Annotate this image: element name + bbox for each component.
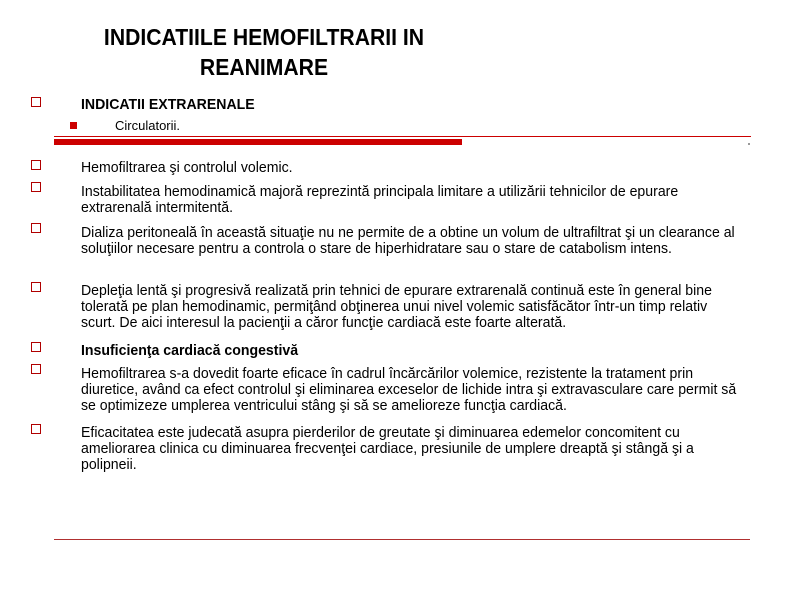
square-bullet-icon [31,364,41,374]
list-item: Hemofiltrarea s-a dovedit foarte eficace în cadrul încărcărilor volemice, rezistente la tratament prin diuretice, având ca efect controlul şi eliminarea exceselor de lichide intra şi extravasculare care permit să se optimizeze umplerea ventricului stâng şi să se amelioreze funcţia cardiacă. [81,365,737,414]
square-bullet-icon [31,182,41,192]
divider-bar-thick [54,139,462,145]
filled-square-bullet-icon [70,122,77,129]
square-bullet-icon [31,160,41,170]
square-bullet-icon [31,223,41,233]
list-item-heading: Insuficienţa cardiacă congestivă [81,342,299,359]
square-bullet-icon [31,342,41,352]
square-bullet-icon [31,424,41,434]
divider-dot [748,143,750,145]
divider-line-top [54,136,751,137]
list-item: Instabilitatea hemodinamică majoră reprezintă principala limitare a utilizării tehnicilor de epurare extrarenală intermitentă. [81,183,679,216]
list-item: Dializa peritoneală în această situaţie nu ne permite de a obtine un volum de ultrafiltrat şi un clearance al soluţiilor necesare pentru a controla o stare de hiperhidratare sau o stare de catabolism intens. [81,224,735,257]
slide-title-line-2: REANIMARE [199,54,329,80]
square-bullet-icon [31,97,41,107]
list-item: Hemofiltrarea şi controlul volemic. [81,159,293,176]
list-item: Eficacitatea este judecată asupra pierderilor de greutate şi diminuarea edemelor concomitent cu ameliorarea clinica cu diminuarea frecvenţei cardiace, presiunile de umplere dreaptă şi stângă şi a polipneii. [81,424,694,473]
square-bullet-icon [31,282,41,292]
slide-title [80,22,448,82]
divider-line-bottom [54,539,750,540]
section-heading: INDICATII EXTRARENALE [81,96,255,113]
list-item: Depleţia lentă şi progresivă realizată prin tehnici de epurare extrarenală continuă este în general bine tolerată pe plan hemodinamic, permiţând obţinerea unui nivel volemic satisfăcător într-un timp relativ scurt. De aici interesul la pacienţii a căror funcţie cardiacă este foarte alterată. [81,282,712,331]
sub-item-circulatorii: Circulatorii. [115,118,181,133]
slide-title-line-1: INDICATIILE HEMOFILTRARII IN [103,24,425,50]
